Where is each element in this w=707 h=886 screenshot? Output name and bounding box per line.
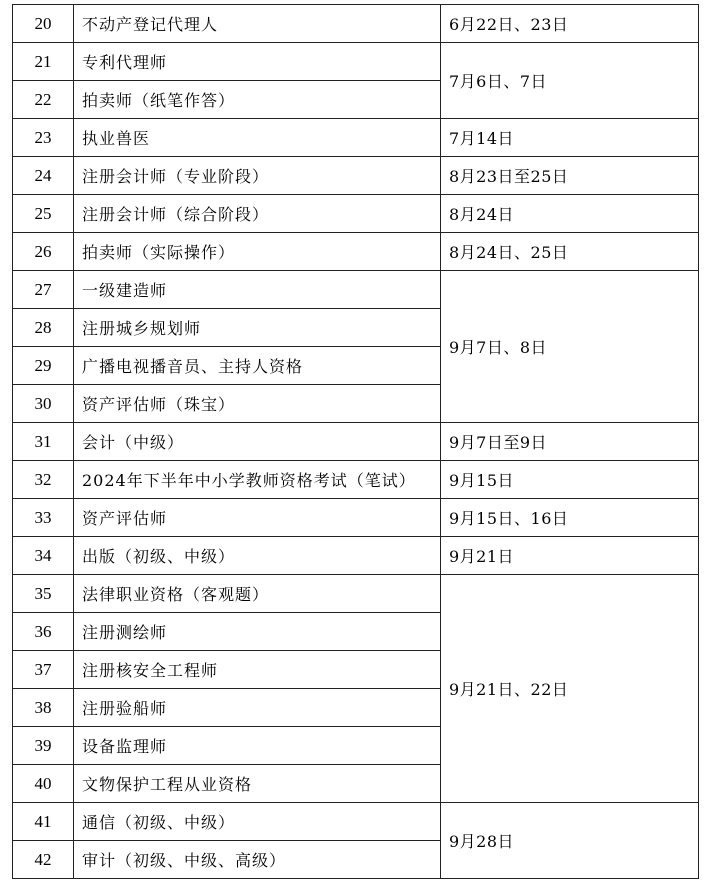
exam-date: 7月14日 <box>441 119 699 157</box>
exam-name: 法律职业资格（客观题） <box>74 575 441 613</box>
row-number: 28 <box>13 309 74 347</box>
table-row <box>13 195 699 233</box>
exam-date: 9月7日至9日 <box>441 423 699 461</box>
exam-name: 注册核安全工程师 <box>74 651 441 689</box>
exam-date: 9月15日、16日 <box>441 499 699 537</box>
table-row <box>13 803 699 841</box>
row-number: 24 <box>13 157 74 195</box>
exam-date: 8月24日 <box>441 195 699 233</box>
row-number: 37 <box>13 651 74 689</box>
row-number: 40 <box>13 765 74 803</box>
exam-name: 广播电视播音员、主持人资格 <box>74 347 441 385</box>
exam-name: 专利代理师 <box>74 43 441 81</box>
exam-name: 注册测绘师 <box>74 613 441 651</box>
exam-date: 8月23日至25日 <box>441 157 699 195</box>
row-number: 23 <box>13 119 74 157</box>
exam-name: 通信（初级、中级） <box>74 803 441 841</box>
exam-date: 9月21日 <box>441 537 699 575</box>
exam-name: 注册会计师（专业阶段） <box>74 157 441 195</box>
row-number: 20 <box>13 5 74 43</box>
table-row <box>13 575 699 613</box>
table-row <box>13 271 699 309</box>
exam-name: 一级建造师 <box>74 271 441 309</box>
exam-schedule-body <box>13 5 699 879</box>
row-number: 26 <box>13 233 74 271</box>
row-number: 38 <box>13 689 74 727</box>
exam-name: 拍卖师（纸笔作答） <box>74 81 441 119</box>
exam-name: 2024年下半年中小学教师资格考试（笔试） <box>74 461 441 499</box>
exam-name: 注册城乡规划师 <box>74 309 441 347</box>
row-number: 34 <box>13 537 74 575</box>
exam-date: 6月22日、23日 <box>441 5 699 43</box>
exam-name: 注册会计师（综合阶段） <box>74 195 441 233</box>
exam-date: 9月7日、8日 <box>441 271 699 423</box>
table-row <box>13 461 699 499</box>
row-number: 36 <box>13 613 74 651</box>
exam-name: 不动产登记代理人 <box>74 5 441 43</box>
row-number: 22 <box>13 81 74 119</box>
table-row <box>13 233 699 271</box>
exam-date: 9月28日 <box>441 803 699 879</box>
exam-name: 出版（初级、中级） <box>74 537 441 575</box>
exam-name: 资产评估师（珠宝） <box>74 385 441 423</box>
exam-name: 文物保护工程从业资格 <box>74 765 441 803</box>
exam-name: 审计（初级、中级、高级） <box>74 841 441 879</box>
exam-date: 7月6日、7日 <box>441 43 699 119</box>
row-number: 35 <box>13 575 74 613</box>
exam-date: 9月15日 <box>441 461 699 499</box>
table-row <box>13 423 699 461</box>
row-number: 25 <box>13 195 74 233</box>
exam-name: 会计（中级） <box>74 423 441 461</box>
table-row <box>13 119 699 157</box>
row-number: 32 <box>13 461 74 499</box>
exam-name: 拍卖师（实际操作） <box>74 233 441 271</box>
row-number: 42 <box>13 841 74 879</box>
row-number: 39 <box>13 727 74 765</box>
exam-date: 9月21日、22日 <box>441 575 699 803</box>
exam-name: 资产评估师 <box>74 499 441 537</box>
exam-schedule-table <box>12 4 699 879</box>
row-number: 33 <box>13 499 74 537</box>
table-row <box>13 537 699 575</box>
exam-date: 8月24日、25日 <box>441 233 699 271</box>
exam-name: 设备监理师 <box>74 727 441 765</box>
table-row <box>13 5 699 43</box>
row-number: 29 <box>13 347 74 385</box>
exam-name: 执业兽医 <box>74 119 441 157</box>
row-number: 27 <box>13 271 74 309</box>
exam-name: 注册验船师 <box>74 689 441 727</box>
table-row <box>13 43 699 81</box>
row-number: 21 <box>13 43 74 81</box>
row-number: 31 <box>13 423 74 461</box>
row-number: 30 <box>13 385 74 423</box>
table-row <box>13 499 699 537</box>
row-number: 41 <box>13 803 74 841</box>
table-row <box>13 157 699 195</box>
